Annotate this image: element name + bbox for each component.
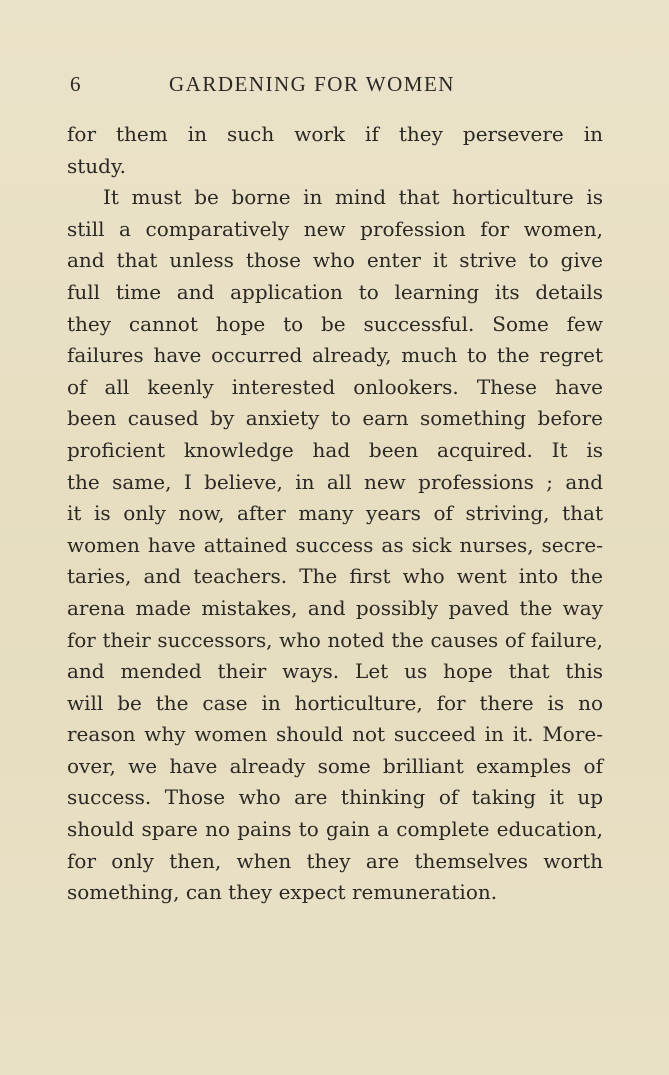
text-line: for their successors, who noted the causes of failure, — [67, 628, 603, 652]
text-line: been caused by anxiety to earn something before — [67, 406, 603, 431]
text-line: success. Those who are thinking of taking it up — [67, 785, 603, 810]
text-line: failures have occurred already, much to the regret — [67, 343, 603, 368]
text-line: it is only now, after many years of striving, that — [67, 501, 603, 526]
text-line: women have attained success as sick nurses, secre- — [67, 532, 603, 557]
text-line: It must be borne in mind that horticulture is — [103, 185, 603, 210]
text-line: of all keenly interested onlookers. These have — [67, 374, 603, 399]
text-line: over, we have already some brilliant examples of — [67, 753, 603, 778]
text-line: for them in such work if they persevere in — [67, 122, 603, 146]
text-line: and that unless those who enter it strive to give — [67, 248, 603, 273]
text-line: for only then, when they are themselves worth — [67, 848, 603, 873]
text-line: the same, I believe, in all new professions ; and — [67, 469, 603, 494]
body-text — [67, 119, 603, 909]
running-head — [68, 72, 603, 102]
text-line: proficient knowledge had been acquired. It is — [67, 437, 603, 462]
text-line: still a comparatively new profession for women, — [67, 216, 603, 241]
text-line: and mended their ways. Let us hope that this — [67, 659, 603, 684]
text-line: arena made mistakes, and possibly paved the way — [67, 595, 603, 620]
text-line: should spare no pains to gain a complete education, — [67, 817, 603, 842]
text-line: taries, and teachers. The first who went into the — [67, 564, 603, 589]
page-number: 6 — [70, 72, 82, 96]
text-line: full time and application to learning its details — [67, 279, 603, 304]
running-title: GARDENING FOR WOMEN — [169, 72, 455, 96]
text-line: will be the case in horticulture, for there is no — [67, 690, 603, 715]
text-line: study. — [67, 153, 126, 178]
text-line: reason why women should not succeed in it. More- — [67, 722, 603, 747]
text-line: they cannot hope to be successful. Some few — [67, 311, 603, 336]
text-line: something, can they expect remuneration. — [67, 880, 498, 905]
